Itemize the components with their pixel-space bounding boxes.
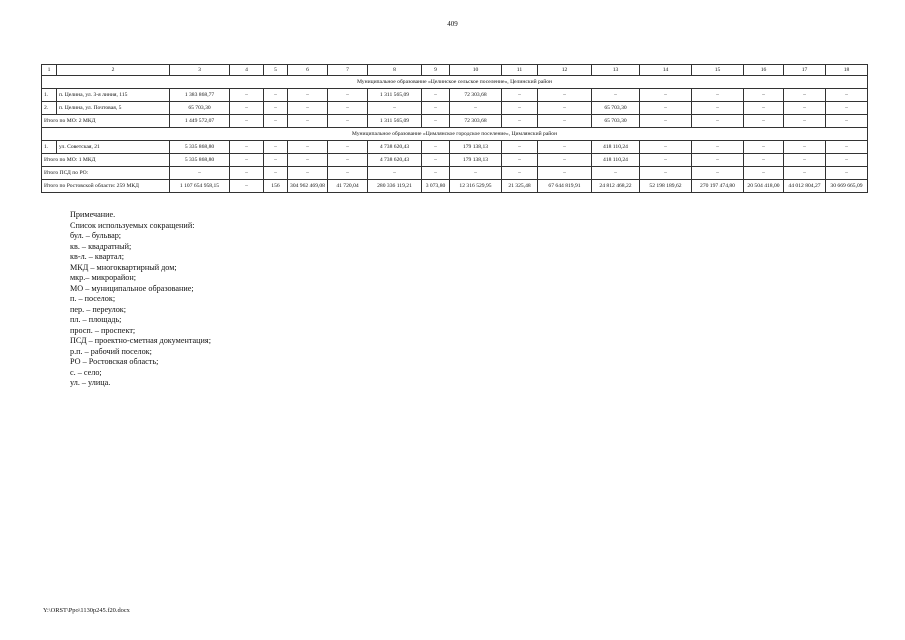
note-line: кв-л. – квартал;: [70, 252, 124, 261]
table-cell: 65 703,30: [592, 102, 640, 115]
table-cell: –: [538, 167, 592, 180]
table-cell: –: [784, 89, 826, 102]
table-row: [42, 102, 868, 115]
table-cell: –: [328, 154, 368, 167]
table-cell: –: [230, 102, 264, 115]
table-cell: 304 962 469,08: [288, 180, 328, 193]
table-cell: 65 703,30: [170, 102, 230, 115]
note-line: ул. – улица.: [70, 378, 111, 387]
table-cell: 1.: [42, 141, 57, 154]
table-cell: 72 303,68: [450, 115, 502, 128]
table-cell: –: [328, 89, 368, 102]
table-cell: –: [328, 167, 368, 180]
table-cell: 3 073,80: [422, 180, 450, 193]
note-line: МКД – многоквартирный дом;: [70, 262, 177, 272]
table-cell: –: [640, 154, 692, 167]
table-row: [42, 141, 868, 154]
table-cell: –: [744, 115, 784, 128]
table-cell: –: [264, 102, 288, 115]
table-cell: 280 336 119,21: [368, 180, 422, 193]
section-title-row: [42, 128, 868, 141]
table-cell: 12: [538, 65, 592, 76]
table-cell: п. Целина, ул. 3-я линия, 115: [57, 89, 170, 102]
note-line: мкр.– микрорайон;: [70, 273, 137, 282]
file-path-footer: Y:\ORST\Ppo\1130p245.f20.docx: [43, 607, 130, 614]
table-cell: –: [230, 115, 264, 128]
page-number: 409: [447, 20, 458, 28]
table-cell: –: [692, 167, 744, 180]
table-cell: 20 504 418,00: [744, 180, 784, 193]
subtotal-row: [42, 154, 868, 167]
table-cell: –: [538, 102, 592, 115]
table-cell: –: [264, 154, 288, 167]
table-cell: –: [368, 167, 422, 180]
table-cell: –: [784, 154, 826, 167]
table-cell: –: [170, 167, 230, 180]
note-line: кв. – квадратный;: [70, 241, 132, 251]
table-cell: –: [264, 167, 288, 180]
table-cell: –: [230, 154, 264, 167]
table-cell: 44 012 804,27: [784, 180, 826, 193]
table-cell: –: [784, 102, 826, 115]
table-cell: Муниципальное образование «Цимлянское городское поселение», Цимлянский район: [42, 128, 868, 141]
table-cell: –: [288, 167, 328, 180]
table-cell: 4 738 620,43: [368, 154, 422, 167]
table-cell: –: [502, 89, 538, 102]
table-cell: 1 311 565,09: [368, 89, 422, 102]
table-cell: –: [502, 102, 538, 115]
table-cell: 179 138,13: [450, 154, 502, 167]
table-cell: –: [288, 89, 328, 102]
table-cell: –: [502, 167, 538, 180]
table-cell: –: [450, 102, 502, 115]
note-line: п. – поселок;: [70, 294, 116, 303]
table-cell: –: [264, 141, 288, 154]
table-cell: 12 316 529,95: [450, 180, 502, 193]
table-cell: 14: [640, 65, 692, 76]
table-cell: –: [744, 102, 784, 115]
abbreviations-note: [70, 210, 211, 389]
note-heading: Примечание.: [70, 210, 116, 219]
table-cell: –: [826, 167, 868, 180]
table-cell: –: [826, 154, 868, 167]
table-cell: –: [288, 115, 328, 128]
table-cell: 1: [42, 65, 57, 76]
table-cell: –: [744, 141, 784, 154]
grand-total-row: [42, 180, 868, 193]
note-line: пер. – переулок;: [70, 304, 127, 314]
table-cell: 156: [264, 180, 288, 193]
table-cell: 1.: [42, 89, 57, 102]
table-cell: –: [422, 154, 450, 167]
table-cell: –: [502, 115, 538, 128]
table-cell: –: [422, 141, 450, 154]
table-cell: 72 303,68: [450, 89, 502, 102]
subtotal-row: [42, 115, 868, 128]
table-cell: –: [692, 102, 744, 115]
table-cell: –: [538, 89, 592, 102]
table-cell: –: [328, 115, 368, 128]
table-cell: Итого по Ростовской области: 259 МКД: [42, 180, 170, 193]
table-cell: 13: [592, 65, 640, 76]
table-cell: 3: [170, 65, 230, 76]
table-cell: –: [264, 89, 288, 102]
table-cell: 15: [692, 65, 744, 76]
table-cell: –: [538, 115, 592, 128]
table-cell: –: [502, 154, 538, 167]
table-cell: –: [784, 167, 826, 180]
psd-total-row: [42, 167, 868, 180]
table-cell: 2: [57, 65, 170, 76]
table-header-row: [42, 65, 868, 76]
table-cell: –: [826, 141, 868, 154]
table-cell: –: [692, 89, 744, 102]
table-cell: Итого по МО: 1 МКД: [42, 154, 170, 167]
note-line: пл. – площадь;: [70, 315, 122, 324]
table-cell: 11: [502, 65, 538, 76]
table-cell: –: [230, 180, 264, 193]
table-cell: –: [692, 154, 744, 167]
table-cell: –: [826, 115, 868, 128]
table-cell: –: [288, 102, 328, 115]
table-cell: –: [502, 141, 538, 154]
table-cell: 18: [826, 65, 868, 76]
table-cell: –: [230, 167, 264, 180]
table-cell: –: [422, 115, 450, 128]
table-cell: 5: [264, 65, 288, 76]
table-cell: Муниципальное образование «Целинское сельское поселение», Целинский район: [42, 76, 868, 89]
table-cell: –: [288, 141, 328, 154]
table-cell: –: [422, 167, 450, 180]
table-cell: –: [784, 141, 826, 154]
table-cell: –: [422, 89, 450, 102]
table-cell: –: [328, 141, 368, 154]
table-cell: 5 335 868,80: [170, 141, 230, 154]
table-cell: 10: [450, 65, 502, 76]
table-cell: Итого по МО: 2 МКД: [42, 115, 170, 128]
note-line: с. – село;: [70, 367, 102, 377]
table-cell: 1 107 654 958,15: [170, 180, 230, 193]
table-cell: –: [744, 89, 784, 102]
table-cell: 52 198 189,62: [640, 180, 692, 193]
table-cell: Итого ПСД по РО:: [42, 167, 170, 180]
table-cell: –: [592, 89, 640, 102]
table-cell: 21 325,48: [502, 180, 538, 193]
section-title-row: [42, 76, 868, 89]
table-cell: 6: [288, 65, 328, 76]
table-cell: 67 644 819,91: [538, 180, 592, 193]
table-cell: 5 335 868,80: [170, 154, 230, 167]
table-cell: –: [230, 141, 264, 154]
table-cell: 1 449 572,07: [170, 115, 230, 128]
table-cell: –: [538, 154, 592, 167]
table-cell: п. Целина, ул. Почтовая, 5: [57, 102, 170, 115]
table-cell: 1 311 565,09: [368, 115, 422, 128]
table-cell: 7: [328, 65, 368, 76]
table-cell: 65 703,30: [592, 115, 640, 128]
table-cell: –: [422, 102, 450, 115]
table-cell: –: [368, 102, 422, 115]
table-cell: 9: [422, 65, 450, 76]
table-cell: 2.: [42, 102, 57, 115]
table-cell: –: [328, 102, 368, 115]
table-cell: –: [592, 167, 640, 180]
table-cell: –: [640, 115, 692, 128]
table-cell: –: [744, 154, 784, 167]
table-cell: –: [288, 154, 328, 167]
table-cell: 41 720,04: [328, 180, 368, 193]
note-line: р.п. – рабочий поселок;: [70, 346, 152, 356]
table-cell: 418 110,24: [592, 141, 640, 154]
table-cell: –: [826, 89, 868, 102]
table-cell: –: [640, 167, 692, 180]
table-cell: ул. Советская, 21: [57, 141, 170, 154]
table-cell: –: [640, 102, 692, 115]
table-cell: 8: [368, 65, 422, 76]
note-line: МО – муниципальное образование;: [70, 283, 194, 293]
table-cell: –: [692, 115, 744, 128]
note-line: РО – Ростовская область;: [70, 357, 159, 366]
table-cell: –: [744, 167, 784, 180]
note-line: бул. – бульвар;: [70, 231, 122, 240]
table-cell: –: [826, 102, 868, 115]
table-cell: 4 738 620,43: [368, 141, 422, 154]
note-line: ПСД – проектно-сметная документация;: [70, 336, 211, 345]
table-cell: 16: [744, 65, 784, 76]
table-cell: –: [692, 141, 744, 154]
table-cell: –: [784, 115, 826, 128]
note-line: просп. – проспект;: [70, 325, 136, 335]
table-row: [42, 89, 868, 102]
table-cell: –: [640, 141, 692, 154]
table-cell: 179 138,13: [450, 141, 502, 154]
table-cell: –: [230, 89, 264, 102]
table-cell: –: [264, 115, 288, 128]
table-cell: –: [538, 141, 592, 154]
table-cell: 1 383 868,77: [170, 89, 230, 102]
repair-program-table: [41, 64, 868, 193]
table-cell: –: [640, 89, 692, 102]
table-cell: 270 197 474,80: [692, 180, 744, 193]
table-cell: –: [450, 167, 502, 180]
table-cell: 418 110,24: [592, 154, 640, 167]
table-cell: 17: [784, 65, 826, 76]
table-cell: 30 669 665,09: [826, 180, 868, 193]
table-cell: 24 812 468,22: [592, 180, 640, 193]
note-line: Список используемых сокращений:: [70, 220, 195, 230]
table-cell: 4: [230, 65, 264, 76]
